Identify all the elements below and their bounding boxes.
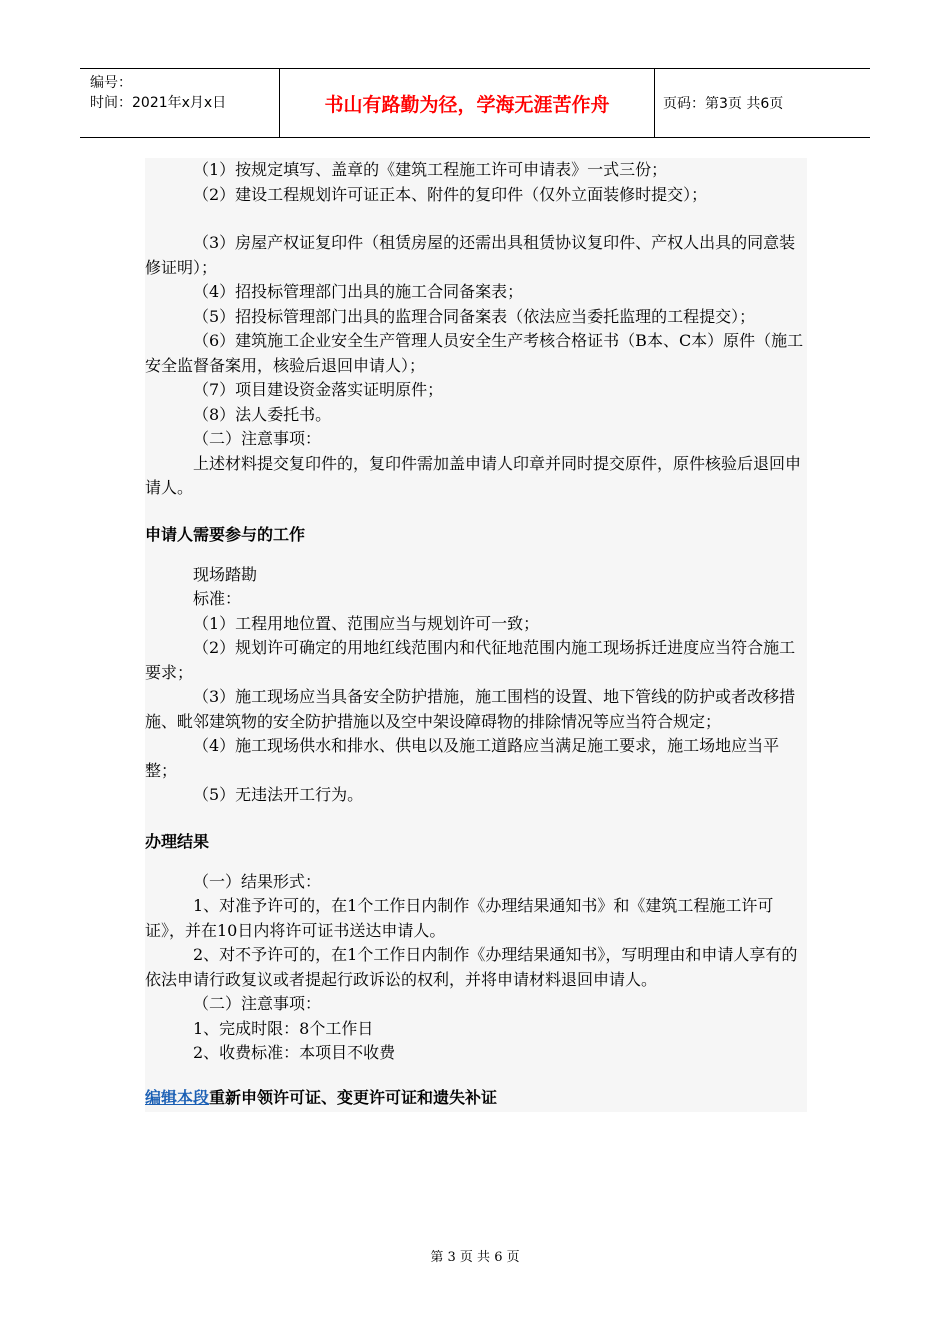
result-form-heading: （一）结果形式： [193, 871, 322, 891]
list1-item-8: （8）法人委托书。 [193, 404, 332, 424]
header-page-info: 页码：第3页 共6页 [663, 96, 784, 112]
list1-item-3: （3）房屋产权证复印件（租赁房屋的还需出具租赁协议复印件、产权人出具的同意装修证明）； [145, 233, 796, 277]
list1-item-7: （7）项目建设资金落实证明原件； [193, 380, 444, 399]
header-motto: 书山有路勤为径，学海无涯苦作舟 [280, 69, 655, 137]
page-footer: 第 3 页 共 6 页 [430, 1250, 520, 1265]
result-item-1: 1、对准予许可的，在1个工作日内制作《办理结果通知书》和《建筑工程施工许可证》，并在10日内将许可证书送达申请人。 [145, 896, 774, 940]
section-title-reapply-text: 重新申领许可证、变更许可证和遗失补证 [209, 1087, 498, 1107]
site-survey: 现场踏勘 [193, 564, 258, 584]
list1-item-6: （6）建筑施工企业安全生产管理人员安全生产考核合格证书（B本、C本）原件（施工安全监督备案用，核验后退回申请人）； [145, 331, 804, 375]
notes2-item-2: 2、收费标准：本项目不收费 [193, 1043, 396, 1062]
number-label: 编号： [90, 75, 132, 91]
notes-text: 上述材料提交复印件的，复印件需加盖申请人印章并同时提交原件，原件核验后退回申请人。 [145, 453, 802, 497]
standard-item-3: （3）施工现场应当具备安全防护措施，施工围档的设置、地下管线的防护或者改移措施、毗邻建筑物的安全防护措施以及空中架设障碍物的排除情况等应当符合规定； [145, 687, 796, 731]
edit-section-link[interactable]: 编辑本段 [145, 1087, 210, 1107]
time-label: 时间：2021年x月x日 [90, 95, 227, 111]
section-title-result: 办理结果 [145, 831, 210, 851]
list1-item-1: （1）按规定填写、盖章的《建筑工程施工许可申请表》一式三份； [193, 160, 668, 179]
notes2-item-1: 1、完成时限：8个工作日 [193, 1018, 374, 1038]
list1-item-2: （2）建设工程规划许可证正本、附件的复印件（仅外立面装修时提交）； [193, 184, 708, 204]
standard-item-4: （4）施工现场供水和排水、供电以及施工道路应当满足施工要求，施工场地应当平整； [145, 736, 780, 780]
section-title-participation: 申请人需要参与的工作 [145, 524, 306, 544]
result-item-2: 2、对不予许可的，在1个工作日内制作《办理结果通知书》，写明理由和申请人享有的依法申请行政复议或者提起行政诉讼的权利，并将申请材料退回申请人。 [145, 945, 798, 989]
notes-heading: （二）注意事项： [193, 429, 322, 448]
standard-label: 标准： [193, 589, 242, 608]
list1-item-4: （4）招投标管理部门出具的施工合同备案表； [193, 282, 524, 301]
standard-item-1: （1）工程用地位置、范围应当与规划许可一致； [193, 613, 540, 633]
notes2-heading: （二）注意事项： [193, 994, 322, 1013]
section-title-reapply [145, 1084, 807, 1112]
standard-item-2: （2）规划许可确定的用地红线范围内和代征地范围内施工现场拆迁进度应当符合施工要求； [145, 638, 796, 682]
header-meta [80, 69, 280, 137]
page-header [80, 68, 870, 138]
list1-item-5: （5）招投标管理部门出具的监理合同备案表（依法应当委托监理的工程提交）； [193, 306, 756, 326]
standard-item-5: （5）无违法开工行为。 [193, 785, 364, 804]
document-body [145, 158, 807, 1112]
